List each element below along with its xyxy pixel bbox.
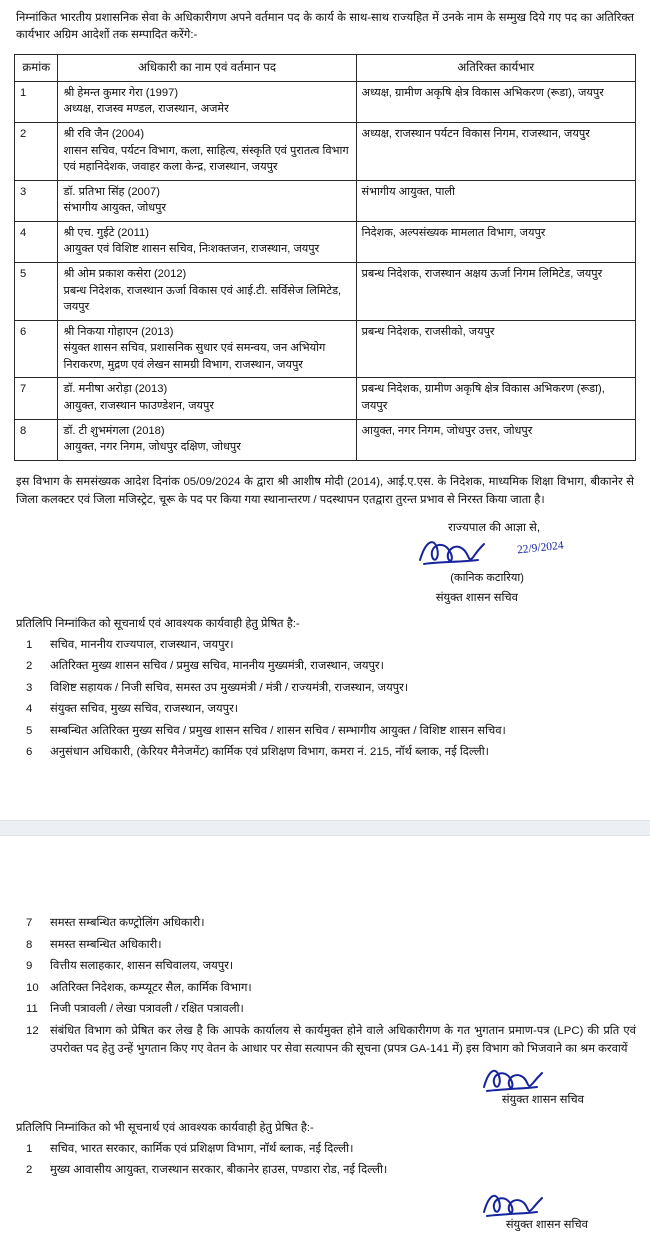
officer-post-line: संभागीय आयुक्त, जोधपुर [63,202,167,215]
officer-name-line: श्री एच. गुईटे (2011) [63,226,149,239]
row-serial: 2 [15,122,58,180]
officer-post-line: संयुक्त शासन सचिव, प्रशासनिक सुधार एवं समन्वय, जन अभियोग निराकरण, मुद्रण एवं लेखन सामग्री विभाग, राजस्थान, जयपुर [63,342,326,371]
list-item [16,657,636,675]
list-item [16,743,636,761]
officer-name-line: श्री ओम प्रकाश कसेरा (2012) [63,268,187,281]
row-additional-charge [356,221,635,262]
row-serial: 5 [15,263,58,321]
row-serial: 3 [15,180,58,221]
list-item-text: संबंधित विभाग को प्रेषित कर लेख है कि आपके कार्यालय से कार्यमुक्त होने वाले अधिकारीगण के गत भुगतान प्रमाण-पत्र (LPC) की प्रति एवं उपरोक्त पद हेतु उन्हें भुगतान किए गए वेतन के आधार पर सेवा सत्यापन की सूचना (प्रपत्र GA-141 में) इस विभाग को भिजवाने का श्रम करवायें [50,1024,636,1055]
list-item-number: 7 [26,917,33,929]
row-officer-name [58,263,356,321]
row-additional-charge [356,320,635,378]
table-row [15,419,636,460]
list-item [16,1140,636,1158]
list-item [16,1000,636,1018]
row-serial: 8 [15,419,58,460]
list-item-text: सचिव, माननीय राज्यपाल, राजस्थान, जयपुर। [50,638,234,651]
table-header-row [15,54,636,81]
list-item-number: 1 [26,1142,33,1155]
list-item-number: 4 [26,703,33,716]
copy-to-heading-2: प्रतिलिपि निम्नांकित को भी सूचनार्थ एवं आवश्यक कार्यवाही हेतु प्रेषित है:- [16,1121,314,1134]
list-item-text: सम्बन्धित अतिरिक्त मुख्य सचिव / प्रमुख शासन सचिव / शासन सचिव / सम्भागीय आयुक्त / विशिष्ट शासन सचिव। [50,724,506,737]
signatory-designation: संयुक्त शासन सचिव [505,1219,588,1232]
list-item-number: 8 [26,938,33,951]
list-item-text: संयुक्त सचिव, मुख्य सचिव, राजस्थान, जयपुर। [50,703,239,716]
signature-ink-icon [416,534,486,568]
officer-name-line: डॉ. टी शुभमंगला (2018) [63,424,165,437]
document-sheet-2 [0,836,650,1243]
list-item-number: 2 [26,1164,33,1177]
intro-paragraph: निम्नांकित भारतीय प्रशासनिक सेवा के अधिकारीगण अपने वर्तमान पद के कार्य के साथ-साथ राज्यहित में उनके नाम के सम्मुख दिये गए पद का अतिरिक्त कार्यभार अग्रिम आदेशों तक सम्पादित करेंगे:- [16,12,634,42]
signature-block-2 [14,1064,636,1120]
cancellation-paragraph: इस विभाग के समसंख्यक आदेश दिनांक 05/09/2024 के द्वारा श्री आशीष मोदी (2014), आई.ए.एस. के निदेशक, माध्यमिक शिक्षा विभाग, बीकानेर से जिला कलक्टर एवं जिला मजिस्ट्रेट, चूरू के पद पर किया गया स्थानान्तरण / पदस्थापन एतद्वारा तुरन्त प्रभाव से निरस्त किया जाता है। [16,475,634,507]
table-row [15,378,636,419]
officer-post-line: शासन सचिव, पर्यटन विभाग, कला, साहित्य, संस्कृति एवं पुरातत्व विभाग एवं महानिदेशक, जवाहर कला केन्द्र, राजस्थान, जयपुर [63,144,349,174]
signature-date: 22/9/2024 [516,539,565,557]
row-additional-charge [356,419,635,460]
list-item-text: मुख्य आवासीय आयुक्त, राजस्थान सरकार, बीकानेर हाउस, पण्डारा रोड, नई दिल्ली। [50,1164,388,1177]
row-officer-name [58,180,356,221]
charge-line: प्रबन्ध निदेशक, राजसीको, जयपुर [361,325,495,338]
list-item-number: 5 [26,724,33,737]
officer-post-line: आयुक्त, नगर निगम, जोधपुर दक्षिण, जोधपुर [63,441,241,454]
row-serial: 1 [15,81,58,122]
row-officer-name [58,221,356,262]
list-item [16,936,636,954]
table-row [15,221,636,262]
list-item [16,957,636,975]
copy-to-list-1 [16,636,636,762]
officer-name-line: श्री रवि जैन (2004) [63,127,145,140]
signatory-designation: संयुक्त शासन सचिव [435,591,518,604]
officer-post-line: प्रबन्ध निदेशक, राजस्थान ऊर्जा विकास एवं आई.टी. सर्विसेज लिमिटेड, जयपुर [63,284,342,314]
signature-ink-icon [480,1189,544,1219]
officer-name-line: श्री निकया गोहाएन (2013) [63,325,174,338]
row-additional-charge [356,263,635,321]
row-officer-name [58,81,356,122]
signatory-designation: संयुक्त शासन सचिव [501,1093,584,1106]
officer-name-line: डॉ. मनीषा अरोड़ा (2013) [63,383,168,396]
list-item [16,722,636,740]
list-item-text: अनुसंधान अधिकारी, (केरियर मैनेजमेंट) कार्मिक एवं प्रशिक्षण विभाग, कमरा नं. 215, नॉर्थ ब्लाक, नई दिल्ली। [50,746,489,759]
list-item [16,679,636,697]
table-row [15,263,636,321]
list-item-text: सचिव, भारत सरकार, कार्मिक एवं प्रशिक्षण विभाग, नॉर्थ ब्लाक, नई दिल्ली। [50,1142,354,1155]
row-additional-charge [356,378,635,419]
list-item-text: निजी पत्रावली / लेखा पत्रावली / रक्षित पत्रावली। [50,1003,244,1016]
charge-line-2: जयपुर [361,400,388,413]
list-item-number: 11 [26,1003,38,1016]
list-item-number: 6 [26,746,33,759]
list-item [16,1161,636,1179]
charge-line: अध्यक्ष, राजस्थान पर्यटन विकास निगम, राजस्थान, जयपुर [361,127,590,140]
table-row [15,320,636,378]
table-row [15,180,636,221]
charge-line: आयुक्त, नगर निगम, जोधपुर उत्तर, जोधपुर [361,424,533,437]
officer-post-line: अध्यक्ष, राजस्व मण्डल, राजस्थान, अजमेर [63,103,229,116]
list-item-number: 1 [26,638,33,651]
list-item-text: अतिरिक्त निदेशक, कम्प्यूटर सैल, कार्मिक विभाग। [50,981,252,994]
table-row [15,81,636,122]
row-serial: 7 [15,378,58,419]
list-item-text: समस्त सम्बन्धित अधिकारी। [50,938,162,951]
charge-line: प्रबन्ध निदेशक, राजस्थान अक्षय ऊर्जा निगम लिमिटेड, जयपुर [361,268,603,281]
list-item-number: 10 [26,981,39,994]
order-by-text: राज्यपाल की आज्ञा से, [448,521,540,534]
list-item-text: वित्तीय सलाहकार, शासन सचिवालय, जयपुर। [50,960,234,973]
row-additional-charge [356,81,635,122]
column-header-serial: क्रमांक [15,54,58,81]
charge-line: अध्यक्ष, ग्रामीण अकृषि क्षेत्र विकास अभिकरण (रूडा), जयपुर [361,86,604,99]
list-item-text: विशिष्ट सहायक / निजी सचिव, समस्त उप मुख्यमंत्री / मंत्री / राज्यमंत्री, राजस्थान, जयपुर। [50,681,409,694]
officers-table [14,54,636,461]
row-additional-charge [356,122,635,180]
row-officer-name [58,419,356,460]
signature-ink-icon [480,1064,544,1094]
charge-line: संभागीय आयुक्त, पाली [361,185,455,198]
row-officer-name [58,378,356,419]
list-item-text: समस्त सम्बन्धित कण्ट्रोलिंग अधिकारी। [50,917,205,929]
officer-post-line: आयुक्त, राजस्थान फाउण्डेशन, जयपुर [63,400,214,413]
list-item [16,1022,636,1058]
list-item-text: अतिरिक्त मुख्य शासन सचिव / प्रमुख सचिव, माननीय मुख्यमंत्री, राजस्थान, जयपुर। [50,660,384,673]
table-row [15,122,636,180]
copy-to-list-2 [16,914,636,1058]
officer-name-line: श्री हेमन्त कुमार गेरा (1997) [63,86,179,99]
list-item-number: 9 [26,960,33,973]
list-item [16,914,636,932]
signature-block-1 [14,520,636,612]
signature-block-3 [14,1189,636,1243]
copy-to-heading-1: प्रतिलिपि निम्नांकित को सूचनार्थ एवं आवश्यक कार्यवाही हेतु प्रेषित है:- [16,617,300,630]
row-officer-name [58,320,356,378]
signatory-name: (कानिक कटारिया) [450,571,524,584]
row-serial: 6 [15,320,58,378]
column-header-officer-name: अधिकारी का नाम एवं वर्तमान पद [58,54,356,81]
list-item [16,979,636,997]
page-separator [0,820,650,836]
officer-name-line: डॉ. प्रतिभा सिंह (2007) [63,185,160,198]
list-item [16,700,636,718]
charge-line: प्रबन्ध निदेशक, ग्रामीण अकृषि क्षेत्र विकास अभिकरण (रूडा), [361,383,605,396]
charge-line: निदेशक, अल्पसंख्यक मामलात विभाग, जयपुर [361,226,546,239]
list-item-number: 2 [26,660,33,673]
row-serial: 4 [15,221,58,262]
column-header-additional-charge: अतिरिक्त कार्यभार [356,54,635,81]
list-item [16,636,636,654]
list-item-number: 12 [26,1024,39,1037]
officer-post-line: आयुक्त एवं विशिष्ट शासन सचिव, निःशक्तजन, राजस्थान, जयपुर [63,243,320,256]
row-additional-charge [356,180,635,221]
copy-to-list-3 [16,1140,636,1180]
list-item-number: 3 [26,681,33,694]
row-officer-name [58,122,356,180]
